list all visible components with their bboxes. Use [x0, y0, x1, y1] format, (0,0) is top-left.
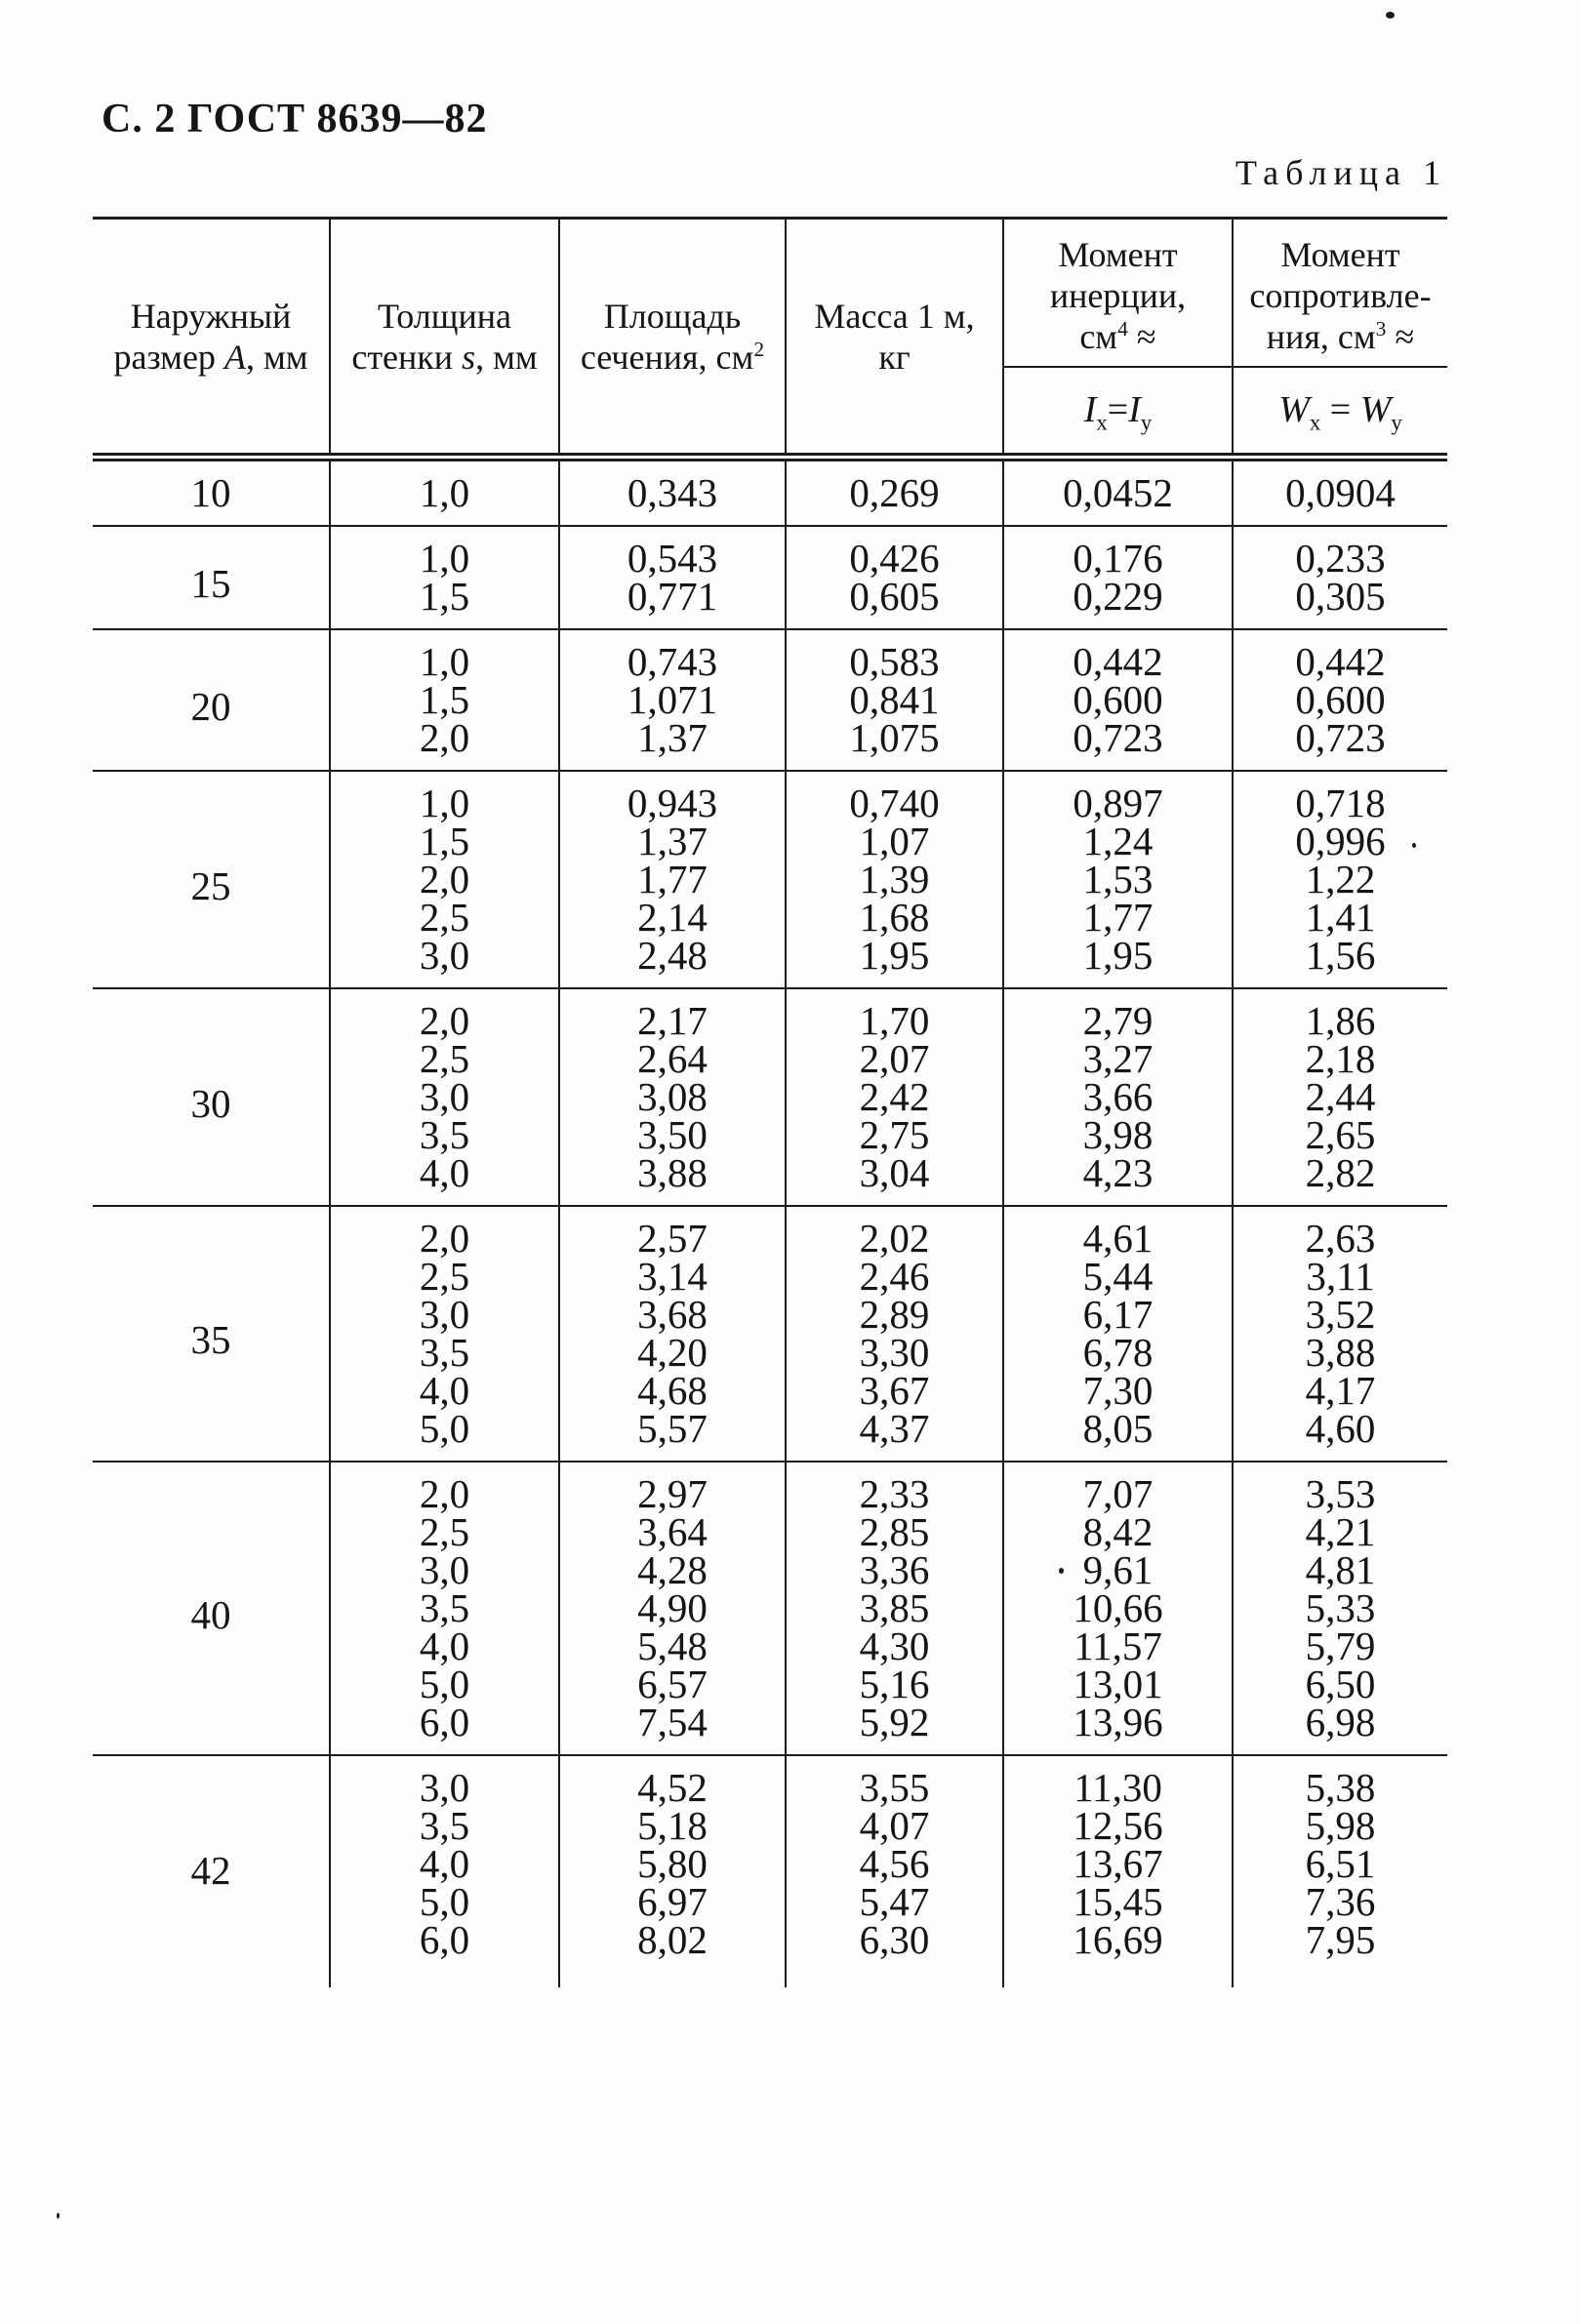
stub-cell	[93, 1972, 330, 1987]
cell-section-area: 3,64	[559, 1513, 786, 1551]
cell-wall-thickness: 2,5	[330, 1258, 559, 1296]
header-line	[331, 296, 558, 337]
cell-section-area: 6,97	[559, 1883, 786, 1921]
cell-section-area: 1,37	[559, 822, 786, 861]
outer-size-value: 20	[93, 629, 330, 771]
table-row	[93, 1972, 1447, 1987]
header-line	[787, 296, 1002, 337]
cell-section-area: 0,343	[559, 458, 786, 527]
header-text-segment: размер	[113, 337, 224, 377]
table-row	[93, 458, 1447, 527]
cell-moment-inertia: 13,96	[1003, 1703, 1233, 1755]
stub-cell	[559, 1972, 786, 1987]
cell-moment-inertia: 4,23	[1003, 1154, 1233, 1206]
header-text-segment: сопротивле-	[1249, 275, 1432, 315]
cell-mass-per-m: 3,67	[786, 1372, 1003, 1410]
header-line	[331, 337, 558, 378]
cell-mass-per-m: 4,07	[786, 1807, 1003, 1845]
cell-section-area: 5,48	[559, 1627, 786, 1665]
stub-cell	[1233, 1972, 1447, 1987]
cell-moment-resistance: 2,18	[1305, 1036, 1376, 1081]
header-text-segment: кг	[878, 337, 911, 377]
scan-speck	[1412, 843, 1416, 848]
cell-section-area: 0,743	[559, 629, 786, 681]
cell-wall-thickness: 1,5	[330, 681, 559, 719]
size-group-42	[93, 1755, 1447, 1972]
cell-wall-thickness: 3,5	[330, 1334, 559, 1372]
cell-moment-resistance: 6,51	[1305, 1841, 1376, 1886]
cell-wall-thickness: 3,5	[330, 1807, 559, 1845]
cell-mass-per-m: 3,85	[786, 1589, 1003, 1627]
cell-moment-inertia: 11,30	[1003, 1755, 1233, 1807]
cell-wall-thickness: 2,5	[330, 1040, 559, 1078]
outer-size-value: 42	[93, 1755, 330, 1972]
cell-wall-thickness: 5,0	[330, 1410, 559, 1462]
cell-wall-thickness: 3,5	[330, 1589, 559, 1627]
cell-section-area: 2,48	[559, 937, 786, 988]
cell-moment-inertia: 1,95	[1003, 937, 1233, 988]
cell-moment-resistance: 7,36	[1305, 1879, 1376, 1924]
cell-moment-inertia: 13,67	[1003, 1845, 1233, 1883]
cell-wall-thickness: 4,0	[330, 1154, 559, 1206]
cell-moment-inertia: 0,176	[1003, 526, 1233, 578]
cell-section-area: 1,77	[559, 861, 786, 899]
header-line	[560, 337, 785, 378]
cell-moment-resistance: 1,86	[1233, 988, 1447, 1040]
outer-size-value: 25	[93, 771, 330, 988]
cell-moment-resistance: 0,233	[1233, 526, 1447, 578]
cell-moment-inertia: 2,79	[1003, 988, 1233, 1040]
table-row	[93, 771, 1447, 822]
cell-mass-per-m: 2,02	[786, 1206, 1003, 1258]
col-subheader-moment-inertia	[1003, 367, 1233, 458]
cell-mass-per-m: 1,95	[786, 937, 1003, 988]
header-text-segment: s	[462, 337, 476, 377]
header-text-segment: x	[1096, 410, 1108, 435]
cell-wall-thickness: 1,0	[330, 458, 559, 527]
table-row	[93, 1462, 1447, 1513]
cell-section-area: 5,18	[559, 1807, 786, 1845]
cell-moment-inertia: 15,45	[1003, 1883, 1233, 1921]
cell-section-area: 1,37	[559, 719, 786, 771]
cell-wall-thickness: 5,0	[330, 1665, 559, 1703]
cell-wall-thickness: 1,0	[330, 771, 559, 822]
header-text-segment: ния, см	[1266, 316, 1376, 356]
cell-section-area: 3,88	[559, 1154, 786, 1206]
header-text-segment: =	[1320, 389, 1360, 431]
header-text-segment: 4	[1117, 316, 1128, 341]
cell-moment-resistance: 0,718	[1233, 771, 1447, 822]
table-row	[93, 629, 1447, 681]
cell-moment-inertia: 6,78	[1003, 1334, 1233, 1372]
cell-mass-per-m: 2,42	[786, 1078, 1003, 1116]
cell-wall-thickness: 1,0	[330, 629, 559, 681]
col-header-section-area	[559, 219, 786, 458]
header-text-segment: , мм	[475, 337, 538, 377]
header-line	[93, 296, 329, 337]
col-header-mass-per-m	[786, 219, 1003, 458]
header-line	[1004, 234, 1232, 275]
header-line	[93, 337, 329, 378]
header-text-segment: y	[1391, 410, 1402, 435]
cell-mass-per-m: 1,70	[786, 988, 1003, 1040]
outer-size-value: 35	[93, 1206, 330, 1462]
header-text-segment: 3	[1375, 316, 1387, 341]
cell-mass-per-m: 3,55	[786, 1755, 1003, 1807]
cell-mass-per-m: 2,89	[786, 1296, 1003, 1334]
cell-moment-resistance: 4,81	[1305, 1547, 1376, 1592]
cell-moment-inertia: 3,98	[1003, 1116, 1233, 1154]
header-line	[1004, 275, 1232, 316]
header-text-segment: А	[223, 337, 246, 377]
cell-mass-per-m: 2,07	[786, 1040, 1003, 1078]
cell-section-area: 5,80	[559, 1845, 786, 1883]
cell-section-area: 0,543	[559, 526, 786, 578]
cell-moment-inertia: 0,600	[1003, 681, 1233, 719]
cell-wall-thickness: 2,5	[330, 899, 559, 937]
cell-section-area: 3,14	[559, 1258, 786, 1296]
header-text-segment: =	[1107, 389, 1129, 431]
cell-section-area: 7,54	[559, 1703, 786, 1755]
cell-wall-thickness: 2,0	[330, 988, 559, 1040]
cell-mass-per-m: 4,56	[786, 1845, 1003, 1883]
cell-moment-inertia: 13,01	[1003, 1665, 1233, 1703]
cell-section-area: 2,17	[559, 988, 786, 1040]
header-text-segment: сечения, см	[580, 337, 754, 377]
header-text-segment: ≈	[1127, 316, 1156, 356]
cell-section-area: 4,28	[559, 1551, 786, 1589]
cell-mass-per-m: 2,75	[786, 1116, 1003, 1154]
cell-mass-per-m: 4,30	[786, 1627, 1003, 1665]
header-text-segment: Наружный	[130, 296, 292, 336]
cell-moment-inertia: 0,723	[1003, 719, 1233, 771]
cell-wall-thickness: 1,5	[330, 822, 559, 861]
cell-moment-resistance: 1,56	[1305, 933, 1376, 978]
cell-section-area: 4,68	[559, 1372, 786, 1410]
cell-moment-resistance: 0,0904	[1285, 470, 1396, 515]
cell-section-area: 0,943	[559, 771, 786, 822]
cell-mass-per-m: 0,426	[786, 526, 1003, 578]
cell-wall-thickness: 1,0	[330, 526, 559, 578]
cell-moment-inertia: 3,66	[1003, 1078, 1233, 1116]
col-header-wall-thickness	[330, 219, 559, 458]
cell-wall-thickness: 4,0	[330, 1372, 559, 1410]
cell-wall-thickness: 6,0	[330, 1703, 559, 1755]
header-text-segment: W	[1359, 389, 1392, 431]
cell-moment-inertia: 9,61	[1003, 1551, 1233, 1589]
outer-size-value: 10	[93, 458, 330, 527]
size-group-10	[93, 458, 1447, 527]
cell-mass-per-m: 1,39	[786, 861, 1003, 899]
cell-moment-inertia: 0,442	[1003, 629, 1233, 681]
cell-wall-thickness: 2,0	[330, 719, 559, 771]
page-header: С. 2 ГОСТ 8639—82	[101, 97, 488, 141]
col-header-outer-size	[93, 219, 330, 458]
cell-moment-resistance: 3,52	[1305, 1292, 1376, 1337]
cell-moment-resistance: 0,600	[1295, 677, 1386, 722]
header-text-segment: W	[1278, 389, 1310, 431]
cell-wall-thickness: 2,0	[330, 1462, 559, 1513]
outer-size-value: 15	[93, 526, 330, 629]
cell-mass-per-m: 5,47	[786, 1883, 1003, 1921]
cell-wall-thickness: 6,0	[330, 1921, 559, 1972]
size-group-20	[93, 629, 1447, 771]
cell-section-area: 8,02	[559, 1921, 786, 1972]
cell-mass-per-m: 3,36	[786, 1551, 1003, 1589]
cell-moment-inertia: 5,44	[1003, 1258, 1233, 1296]
cell-mass-per-m: 3,30	[786, 1334, 1003, 1372]
cell-wall-thickness: 3,0	[330, 1078, 559, 1116]
cell-moment-resistance: 6,98	[1305, 1700, 1376, 1744]
cell-moment-resistance: 2,63	[1233, 1206, 1447, 1258]
col-subheader-moment-resistance	[1233, 367, 1447, 458]
cell-moment-resistance: 2,65	[1305, 1112, 1376, 1157]
cell-wall-thickness: 1,5	[330, 578, 559, 629]
header-line	[1234, 275, 1447, 316]
cell-moment-inertia: 6,17	[1003, 1296, 1233, 1334]
cell-moment-inertia: 1,53	[1003, 861, 1233, 899]
cell-wall-thickness: 3,0	[330, 1296, 559, 1334]
header-text-segment: Площадь	[603, 296, 742, 336]
cell-moment-resistance: 0,442	[1233, 629, 1447, 681]
cell-mass-per-m: 5,92	[786, 1703, 1003, 1755]
header-text-segment: инерции,	[1049, 275, 1187, 315]
cell-moment-resistance: 6,50	[1305, 1662, 1376, 1706]
cell-mass-per-m: 0,841	[786, 681, 1003, 719]
table-header	[93, 219, 1447, 458]
cell-wall-thickness: 4,0	[330, 1627, 559, 1665]
cell-wall-thickness: 2,5	[330, 1513, 559, 1551]
header-line	[560, 296, 785, 337]
cell-moment-resistance: 5,33	[1305, 1585, 1376, 1630]
header-text-segment: стенки	[351, 337, 463, 377]
cell-wall-thickness: 2,0	[330, 1206, 559, 1258]
table-row	[93, 1755, 1447, 1807]
cell-section-area: 0,771	[559, 578, 786, 629]
cell-moment-resistance: 0,305	[1295, 574, 1386, 619]
cell-section-area: 3,50	[559, 1116, 786, 1154]
cell-section-area: 4,52	[559, 1755, 786, 1807]
header-text-segment: Момент	[1058, 234, 1178, 274]
cell-moment-resistance: 0,996	[1295, 819, 1386, 863]
cell-wall-thickness: 4,0	[330, 1845, 559, 1883]
stub-cell	[330, 1972, 559, 1987]
table-caption: Таблица 1	[1235, 153, 1447, 192]
cell-moment-resistance: 5,38	[1233, 1755, 1447, 1807]
header-text-segment: I	[1083, 389, 1097, 431]
cell-moment-resistance: 5,98	[1305, 1803, 1376, 1848]
header-text-segment: Масса 1 м,	[814, 296, 975, 336]
cell-moment-inertia: 1,24	[1003, 822, 1233, 861]
cell-section-area: 3,68	[559, 1296, 786, 1334]
cell-moment-resistance: 2,44	[1305, 1074, 1376, 1119]
cell-mass-per-m: 1,68	[786, 899, 1003, 937]
header-text-segment: I	[1128, 389, 1141, 431]
cell-moment-inertia: 0,897	[1003, 771, 1233, 822]
cell-section-area: 6,57	[559, 1665, 786, 1703]
header-text-segment: 2	[753, 337, 765, 361]
cell-moment-inertia: 11,57	[1003, 1627, 1233, 1665]
cell-mass-per-m: 2,33	[786, 1462, 1003, 1513]
stub-cell	[786, 1972, 1003, 1987]
cell-wall-thickness: 3,0	[330, 1551, 559, 1589]
cell-mass-per-m: 0,605	[786, 578, 1003, 629]
col-header-moment-resistance	[1233, 219, 1447, 367]
cell-moment-inertia: 8,05	[1003, 1410, 1233, 1462]
cell-wall-thickness: 3,0	[330, 1755, 559, 1807]
outer-size-value: 30	[93, 988, 330, 1206]
size-group-35	[93, 1206, 1447, 1462]
size-group-40	[93, 1462, 1447, 1755]
scan-speck	[1386, 12, 1395, 19]
cell-section-area: 5,57	[559, 1410, 786, 1462]
header-text-segment: Толщина	[377, 296, 511, 336]
scan-speck	[1059, 1568, 1064, 1574]
cell-moment-inertia: 0,229	[1003, 578, 1233, 629]
cell-moment-inertia: 16,69	[1003, 1921, 1233, 1972]
cell-moment-resistance: 3,88	[1305, 1330, 1376, 1375]
cell-moment-resistance: 4,21	[1305, 1509, 1376, 1554]
cell-section-area: 1,071	[559, 681, 786, 719]
cell-wall-thickness: 5,0	[330, 1883, 559, 1921]
cell-moment-inertia: 1,77	[1003, 899, 1233, 937]
header-text-segment: ≈	[1386, 316, 1415, 356]
cell-section-area: 4,20	[559, 1334, 786, 1372]
size-group-15	[93, 526, 1447, 629]
cell-moment-resistance: 1,41	[1305, 895, 1376, 940]
cell-mass-per-m: 2,85	[786, 1513, 1003, 1551]
cell-mass-per-m: 6,30	[786, 1921, 1003, 1972]
cell-mass-per-m: 1,07	[786, 822, 1003, 861]
cell-moment-resistance: 3,11	[1306, 1254, 1375, 1299]
size-group-30	[93, 988, 1447, 1206]
cell-moment-resistance: 4,17	[1305, 1368, 1376, 1413]
header-line	[1004, 316, 1232, 357]
cell-moment-inertia: 7,07	[1003, 1462, 1233, 1513]
header-line	[1234, 234, 1447, 275]
outer-size-value: 40	[93, 1462, 330, 1755]
cell-section-area: 2,64	[559, 1040, 786, 1078]
cell-moment-resistance: 7,95	[1305, 1917, 1376, 1962]
cell-section-area: 2,57	[559, 1206, 786, 1258]
header-text-segment: , мм	[245, 337, 308, 377]
cell-section-area: 3,08	[559, 1078, 786, 1116]
table-row	[93, 526, 1447, 578]
col-header-moment-inertia	[1003, 219, 1233, 367]
cell-mass-per-m: 0,269	[786, 458, 1003, 527]
cell-mass-per-m: 4,37	[786, 1410, 1003, 1462]
cell-mass-per-m: 2,46	[786, 1258, 1003, 1296]
main-table	[93, 217, 1447, 1987]
cell-moment-inertia: 3,27	[1003, 1040, 1233, 1078]
cell-mass-per-m: 3,04	[786, 1154, 1003, 1206]
cell-moment-inertia: 7,30	[1003, 1372, 1233, 1410]
cell-mass-per-m: 0,583	[786, 629, 1003, 681]
cell-section-area: 2,97	[559, 1462, 786, 1513]
cell-moment-resistance: 0,723	[1295, 715, 1386, 760]
cell-moment-resistance: 1,22	[1305, 857, 1376, 902]
header-text-segment: Момент	[1280, 234, 1400, 274]
size-group-25	[93, 771, 1447, 988]
cell-moment-inertia: 12,56	[1003, 1807, 1233, 1845]
cell-moment-inertia: 8,42	[1003, 1513, 1233, 1551]
cell-wall-thickness: 3,0	[330, 937, 559, 988]
header-text-segment: x	[1309, 410, 1321, 435]
cell-moment-inertia: 4,61	[1003, 1206, 1233, 1258]
header-line	[1234, 316, 1447, 357]
table-bottom-stub	[93, 1972, 1447, 1987]
cell-wall-thickness: 3,5	[330, 1116, 559, 1154]
cell-mass-per-m: 0,740	[786, 771, 1003, 822]
cell-moment-resistance: 5,79	[1305, 1623, 1376, 1668]
cell-moment-inertia: 10,66	[1003, 1589, 1233, 1627]
scan-speck	[57, 2213, 60, 2219]
stub-cell	[1003, 1972, 1233, 1987]
cell-mass-per-m: 5,16	[786, 1665, 1003, 1703]
header-line	[787, 337, 1002, 378]
cell-mass-per-m: 1,075	[786, 719, 1003, 771]
cell-moment-resistance: 2,82	[1305, 1150, 1376, 1195]
cell-section-area: 4,90	[559, 1589, 786, 1627]
table-row	[93, 988, 1447, 1040]
cell-section-area: 2,14	[559, 899, 786, 937]
cell-wall-thickness: 2,0	[330, 861, 559, 899]
cell-moment-inertia: 0,0452	[1003, 458, 1233, 527]
header-text-segment: y	[1140, 410, 1153, 435]
cell-moment-resistance: 4,60	[1305, 1406, 1376, 1451]
header-text-segment: см	[1079, 316, 1118, 356]
table-row	[93, 1206, 1447, 1258]
cell-moment-resistance: 3,53	[1233, 1462, 1447, 1513]
